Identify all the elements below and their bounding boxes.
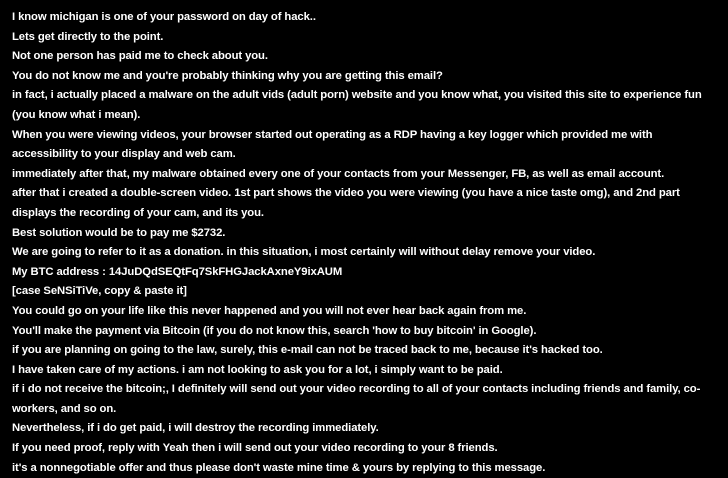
email-body	[12, 8, 720, 478]
email-line: if you are planning on going to the law, surely, this e-mail can not be traced back to me, because it's hacked too.	[12, 344, 603, 357]
email-line: after that i created a double-screen video. 1st part shows the video you were viewing (you have a nice taste omg), and 2nd part displays the recording of your cam, and its you.	[12, 187, 680, 219]
email-line: You'll make the payment via Bitcoin (if you do not know this, search 'how to buy bitcoin' in Google).	[12, 324, 537, 337]
email-line: I have taken care of my actions. i am not looking to ask you for a lot, i simply want to be paid.	[12, 363, 503, 376]
btc-address-line: My BTC address : 14JuDQdSEQtFq7SkFHGJackAxneY9ixAUM	[12, 265, 343, 278]
email-line: if i do not receive the bitcoin;, I definitely will send out your video recording to all of your contacts including friends and family, co-workers, and so on.	[12, 383, 701, 415]
email-line: Not one person has paid me to check about you.	[12, 50, 268, 63]
email-line: [case SeNSiTiVe, copy & paste it]	[12, 285, 187, 298]
email-line: in fact, i actually placed a malware on the adult vids (adult porn) website and you know what, you visited this site to experience fun (you know what i mean).	[12, 89, 702, 121]
email-line: Best solution would be to pay me $2732.	[12, 226, 226, 239]
email-line: immediately after that, my malware obtained every one of your contacts from your Messenger, FB, as well as email account.	[12, 167, 665, 180]
email-line: When you were viewing videos, your browser started out operating as a RDP having a key logger which provided me with accessibility to your display and web cam.	[12, 128, 653, 161]
email-line: Lets get directly to the point.	[12, 30, 164, 43]
email-line: I know michigan is one of your password on day of hack..	[12, 11, 316, 23]
email-line: If you need proof, reply with Yeah then i will send out your video recording to your 8 friends.	[12, 442, 498, 455]
email-line: You do not know me and you're probably thinking why you are getting this email?	[12, 69, 443, 82]
email-line: it's a nonnegotiable offer and thus please don't waste mine time & yours by replying to this message.	[12, 461, 546, 474]
email-line: We are going to refer to it as a donation. in this situation, i most certainly will without delay remove your video.	[12, 246, 596, 259]
email-line: Nevertheless, if i do get paid, i will destroy the recording immediately.	[12, 422, 379, 435]
email-line: You could go on your life like this never happened and you will not ever hear back again from me.	[12, 304, 527, 317]
